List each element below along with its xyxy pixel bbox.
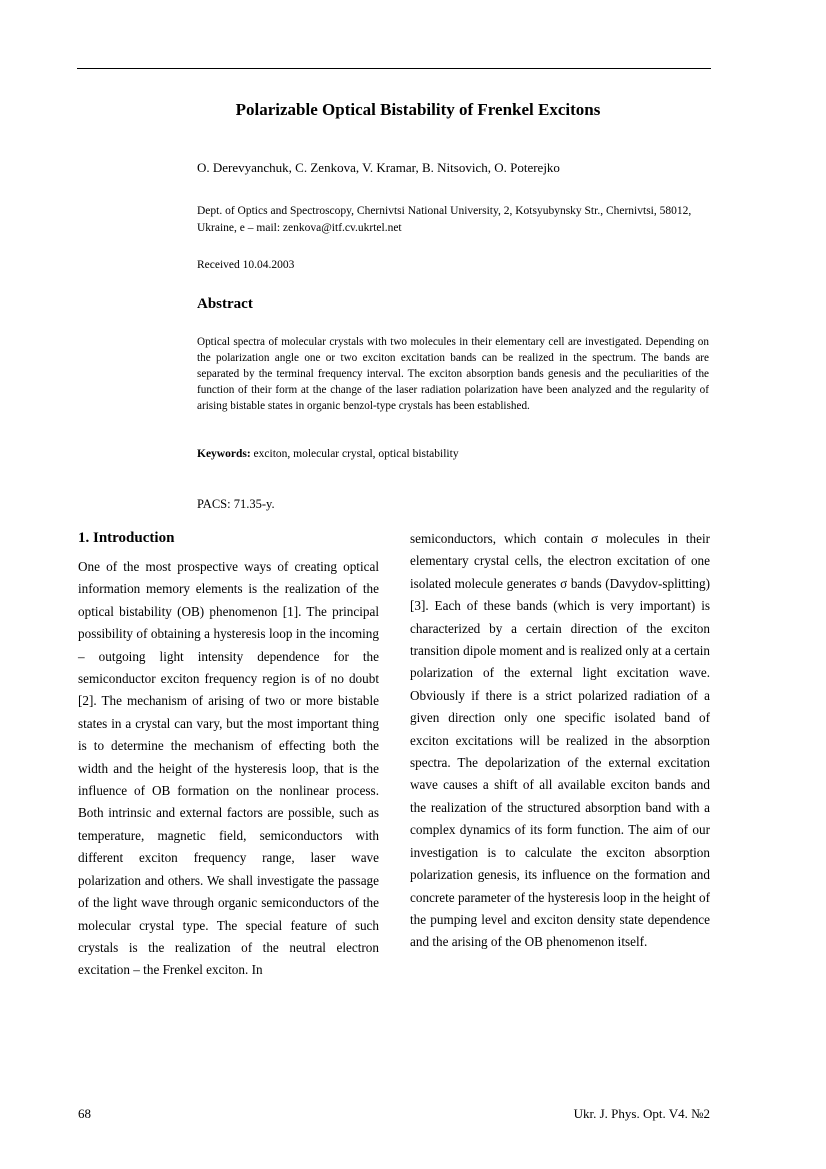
pacs-code: PACS: 71.35-y. <box>197 497 275 511</box>
section-heading-introduction: 1. Introduction <box>78 530 175 546</box>
paper-title: Polarizable Optical Bistability of Frenkel Excitons <box>235 100 601 119</box>
keywords <box>197 448 459 460</box>
received-date: Received 10.04.2003 <box>197 259 295 271</box>
journal-reference: Ukr. J. Phys. Opt. V4. №2 <box>573 1106 710 1121</box>
abstract-text: Optical spectra of molecular crystals with two molecules in their elementary cell are investigated. Depending on the polarization angle one or two exciton excitation bands can be realized in the spectrum. The bands are separated by the terminal frequency interval. The exciton absorption bands genesis and the peculiarities of the function of their form at the change of the laser radiation polarization have been analyzed and the regularity of arising bistable states in organic benzol-type crystals has been established. <box>197 336 709 412</box>
intro-paragraph-left: One of the most prospective ways of creating optical information memory elements is the realization of the optical bistability (OB) phenomenon [1]. The principal possibility of obtaining a hysteresis loop in the incoming – outgoing light intensity dependence for the semiconductor exciton frequency region is of no doubt [2]. The mechanism of arising of two or more bistable states in a crystal can vary, but the most important thing is to determine the mechanism of effecting both the width and the height of the hysteresis loop, that is the influence of OB formation on the nonlinear process. Both intrinsic and external factors are possible, such as temperature, magnetic field, semiconductors with different exciton frequency range, laser wave polarization and others. We shall investigate the passage of the light wave through organic semiconductors of the molecular crystal type. The special feature of such crystals is the realization of the neutral electron excitation – the Frenkel exciton. In <box>78 559 379 978</box>
keywords-label: Keywords: <box>197 448 251 460</box>
intro-right-column <box>410 528 710 954</box>
author-list: O. Derevyanchuk, C. Zenkova, V. Kramar, B. Nitsovich, O. Poterejko <box>197 160 560 175</box>
page-number: 68 <box>78 1106 91 1121</box>
keywords-text: exciton, molecular crystal, optical bistability <box>250 448 459 460</box>
intro-paragraph-right: semiconductors, which contain σ molecules in their elementary crystal cells, the electron excitation of one isolated molecule generates σ bands (Davydov-splitting) [3]. Each of these bands (which is very important) is characterized by a certain direction of the exciton transition dipole moment and is realized only at a certain polarization of the external light excitation wave. Obviously if there is a strict polarized radiation of a given direction only one specific isolated band of exciton excitations will be realized in the absorption spectra. The depolarization of the external excitation wave causes a shift of all available exciton bands and the realization of the structured absorption band with a complex dynamics of its form function. The aim of our investigation is to calculate the exciton absorption polarization genesis, its influence on the formation and concrete parameter of the hysteresis loop in the height of the pumping level and exciton density state dependence and the arising of the OB phenomenon itself. <box>410 531 710 950</box>
abstract-heading: Abstract <box>197 296 253 312</box>
affiliation: Dept. of Optics and Spectroscopy, Chernivtsi National University, 2, Kotsyubynsky Str., Chernivtsi, 58012, Ukraine, e – mail: zenkova@itf.cv.ukrtel.net <box>197 205 692 234</box>
header-rule <box>77 68 711 69</box>
intro-left-column <box>78 556 379 982</box>
